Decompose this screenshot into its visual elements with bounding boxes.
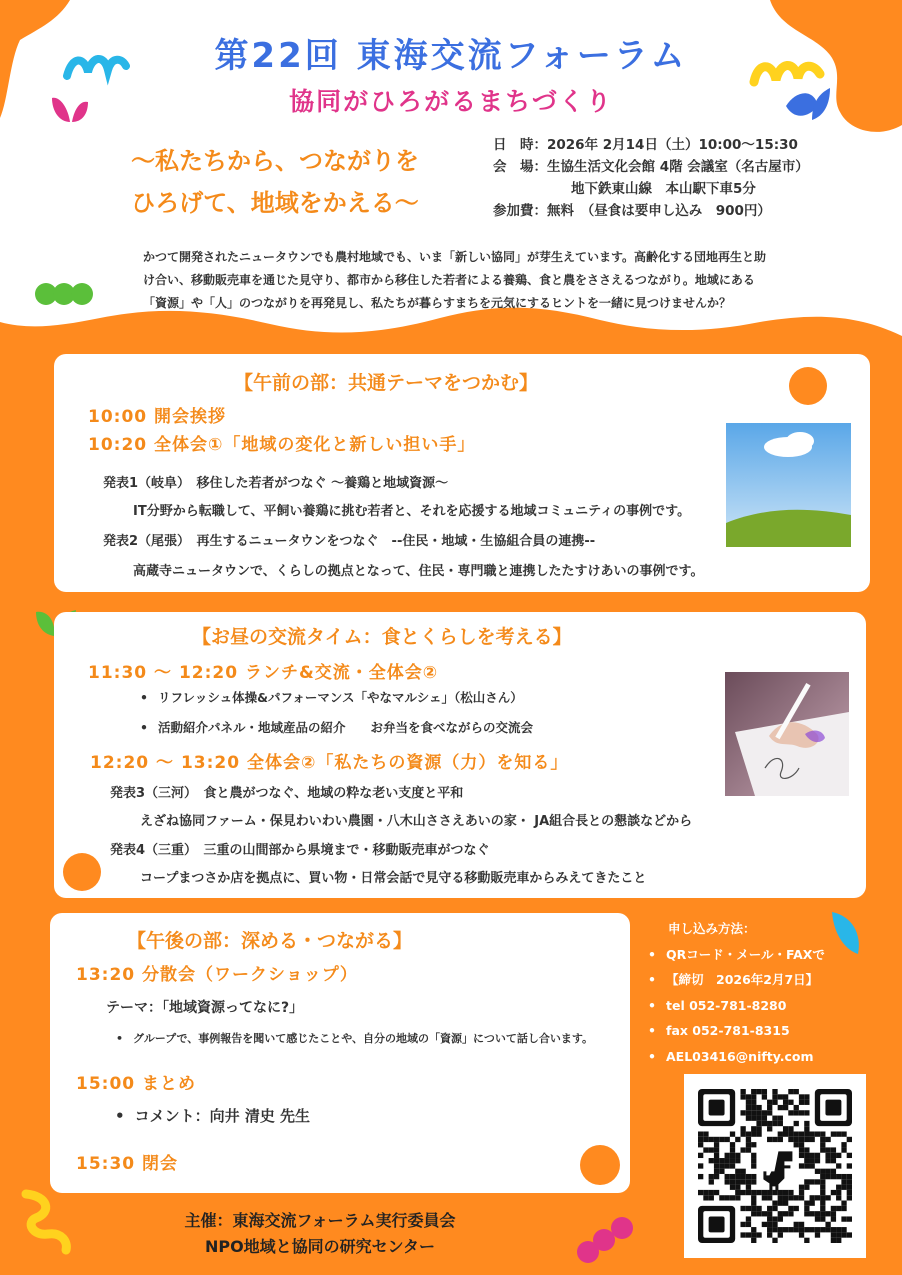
lunch-time-1: 11:30 〜 12:20 ランチ&交流・全体会② (88, 663, 439, 683)
qr-code-pattern (684, 1074, 866, 1258)
tablet-drawing-image (725, 672, 849, 796)
application-heading: 申し込み方法： (668, 921, 756, 936)
organizer (0, 1208, 640, 1260)
catch-line-1: 〜私たちから、つながりを (131, 147, 419, 175)
event-fee: 参加費：無料 （昼食は要申し込み 900円） (493, 203, 771, 219)
lunch-item-1: • リフレッシュ体操&パフォーマンス「やなマルシェ」（松山さん） (140, 688, 523, 706)
morning-heading: 【午前の部：共通テーマをつかむ】 (234, 372, 539, 394)
lunch-time-2: 12:20 〜 13:20 全体会②「私たちの資源（力）を知る」 (90, 753, 569, 773)
workshop-theme: テーマ：「地域資源ってなに?」 (106, 1000, 304, 1016)
qr-code[interactable] (684, 1074, 866, 1258)
orange-circle-icon (788, 366, 828, 406)
morning-time-2: 10:20 全体会①「地域の変化と新しい担い手」 (88, 435, 476, 455)
application-email-link[interactable]: • AEL03416@nifty.com (648, 1044, 825, 1070)
presentation-4-title: 発表4（三重） 三重の山間部から県境まで・移動販売車がつなぐ (110, 843, 490, 858)
presentation-2-title: 発表2（尾張） 再生するニュータウンをつなぐ --住民・地域・生協組合員の連携-- (103, 534, 596, 549)
lunch-item-2: • 活動紹介パネル・地域産品の紹介 お弁当を食べながらの交流会 (140, 718, 533, 736)
application-info (648, 916, 825, 1069)
orange-circle-icon (62, 852, 102, 892)
comment-speaker: • コメント：向井 清史 先生 (115, 1105, 310, 1126)
organizer-line-2: NPO地域と協同の研究センター (204, 1237, 436, 1256)
page-title: 第22回 東海交流フォーラム (214, 36, 688, 76)
event-venue: 会 場：生協生活文化会館 4階 会議室（名古屋市） (493, 159, 809, 175)
event-info (493, 134, 809, 222)
event-date: 日 時：2026年 2月14日（土）10:00〜15:30 (493, 137, 798, 153)
presentation-1-desc: IT分野から転職して、平飼い養鶏に挑む若者と、それを応援する地域コミュニティの事例です。 (133, 504, 691, 519)
afternoon-time-3: 15:30 閉会 (76, 1154, 179, 1174)
afternoon-time-1: 13:20 分散会（ワークショップ） (76, 965, 358, 985)
intro-line: 「資源」や「人」のつながりを再発見し、私たちが暮らすまちを元気にするヒントを一緒に見つけませんか？ (143, 296, 732, 310)
presentation-3-title: 発表3（三河） 食と農がつなぐ、地域の粋な老い支度と平和 (110, 786, 464, 801)
presentation-2-desc: 高蔵寺ニュータウンで、くらしの拠点となって、住民・専門職と連携したたすけあいの事例です。 (133, 564, 704, 579)
afternoon-heading: 【午後の部：深める・つながる】 (127, 930, 413, 952)
organizer-line-1: 主催：東海交流フォーラム実行委員会 (184, 1211, 456, 1230)
catch-line-2: ひろげて、地域をかえる〜 (131, 189, 419, 217)
afternoon-time-2: 15:00 まとめ (76, 1074, 197, 1094)
application-item: • QRコード・メール・FAXで (648, 942, 825, 968)
lunch-heading: 【お昼の交流タイム：食とくらしを考える】 (192, 626, 572, 648)
morning-time-1: 10:00 開会挨拶 (88, 407, 227, 427)
orange-circle-icon (579, 1144, 621, 1186)
intro-line: け合い、移動販売車を通じた見守り、都市から移住した若者による養鶏、食と農をささえるつながり。地域にある (143, 273, 755, 287)
workshop-item: • グループで、事例報告を聞いて感じたことや、自分の地域の「資源」について話し合います。 (116, 1030, 593, 1046)
page-subtitle: 協同がひろがるまちづくり (289, 87, 613, 116)
intro-line: かつて開発されたニュータウンでも農村地域でも、いま「新しい協同」が芽生えています。高齢化する団地再生と助 (143, 250, 767, 264)
blue-half-circle-doodle-icon (828, 910, 862, 958)
presentation-3-desc: えざね協同ファーム・保見わいわい農園・八木山ささえあいの家・ JA組合長との懇談などから (140, 814, 693, 829)
presentation-4-desc: コープまつさか店を拠点に、買い物・日常会話で見守る移動販売車からみえてきたこと (140, 871, 647, 886)
application-phone: • tel 052-781-8280 (648, 993, 825, 1019)
event-access: 地下鉄東山線 本山駅下車5分 (571, 181, 756, 197)
catch-copy (110, 140, 440, 224)
application-fax: • fax 052-781-8315 (648, 1018, 825, 1044)
landscape-image (726, 423, 851, 547)
intro-text (143, 246, 793, 315)
green-dots-doodle-icon (34, 282, 94, 306)
application-item: • 【締切 2026年2月7日】 (648, 967, 825, 993)
presentation-1-title: 発表1（岐阜） 移住した若者がつなぐ 〜養鶏と地域資源〜 (103, 476, 449, 491)
dinosaur-icon (763, 1151, 792, 1190)
